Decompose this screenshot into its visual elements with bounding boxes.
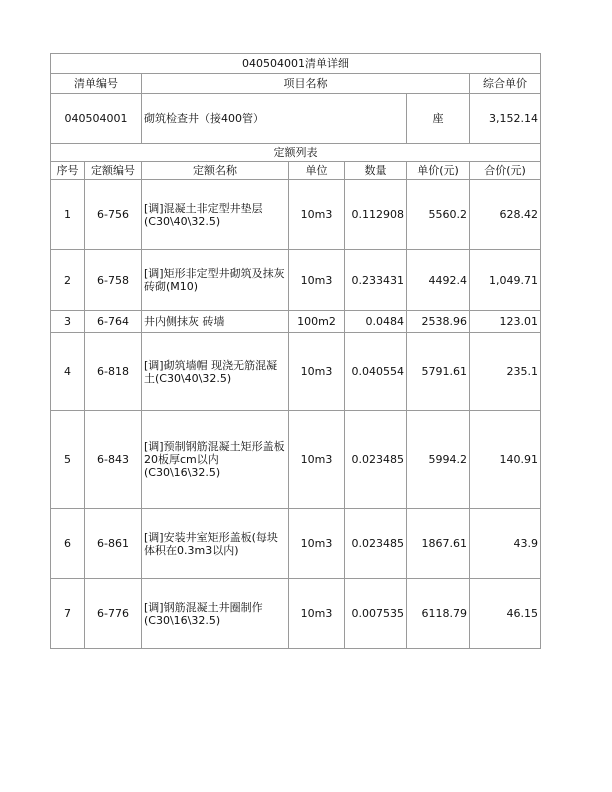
- quota-header-unit: 单位: [289, 162, 345, 180]
- detail-title: 040504001清单详细: [51, 54, 541, 74]
- quota-unit: 10m3: [289, 250, 345, 311]
- bill-detail-table: [50, 53, 541, 649]
- quota-unit-price: 5994.2: [407, 411, 470, 509]
- quota-code: 6-764: [85, 311, 142, 333]
- quota-seq: 1: [51, 180, 85, 250]
- quota-unit-price: 1867.61: [407, 509, 470, 579]
- quota-seq: 5: [51, 411, 85, 509]
- quota-list-title: 定额列表: [51, 144, 541, 162]
- quota-total: 123.01: [470, 311, 541, 333]
- quota-unit: 10m3: [289, 579, 345, 649]
- quota-unit: 10m3: [289, 509, 345, 579]
- quota-row: [51, 579, 541, 649]
- quota-qty: 0.007535: [345, 579, 407, 649]
- bill-detail-document: [50, 53, 540, 649]
- quota-total: 140.91: [470, 411, 541, 509]
- quota-header-total: 合价(元): [470, 162, 541, 180]
- quota-code: 6-843: [85, 411, 142, 509]
- quota-unit: 10m3: [289, 333, 345, 411]
- quota-seq: 4: [51, 333, 85, 411]
- quota-qty: 0.0484: [345, 311, 407, 333]
- quota-row: [51, 180, 541, 250]
- quota-code: 6-756: [85, 180, 142, 250]
- quota-qty: 0.112908: [345, 180, 407, 250]
- quota-total: 46.15: [470, 579, 541, 649]
- quota-unit-price: 4492.4: [407, 250, 470, 311]
- summary-unit: 座: [407, 94, 470, 144]
- quota-unit: 10m3: [289, 180, 345, 250]
- quota-unit-price: 6118.79: [407, 579, 470, 649]
- quota-row: [51, 311, 541, 333]
- quota-name: [调]钢筋混凝土井圈制作(C30\16\32.5): [142, 579, 289, 649]
- quota-name: [调]安装井室矩形盖板(每块体积在0.3m3以内): [142, 509, 289, 579]
- quota-seq: 7: [51, 579, 85, 649]
- quota-row: [51, 411, 541, 509]
- quota-unit-price: 2538.96: [407, 311, 470, 333]
- quota-header-name: 定额名称: [142, 162, 289, 180]
- summary-header-name: 项目名称: [142, 74, 470, 94]
- quota-qty: 0.040554: [345, 333, 407, 411]
- quota-row: [51, 333, 541, 411]
- quota-qty: 0.023485: [345, 509, 407, 579]
- quota-unit-price: 5791.61: [407, 333, 470, 411]
- summary-header-price: 综合单价: [470, 74, 541, 94]
- quota-total: 43.9: [470, 509, 541, 579]
- quota-name: 井内侧抹灰 砖墙: [142, 311, 289, 333]
- quota-unit: 100m2: [289, 311, 345, 333]
- quota-seq: 3: [51, 311, 85, 333]
- quota-qty: 0.023485: [345, 411, 407, 509]
- quota-qty: 0.233431: [345, 250, 407, 311]
- quota-code: 6-861: [85, 509, 142, 579]
- quota-row: [51, 509, 541, 579]
- summary-code: 040504001: [51, 94, 142, 144]
- quota-code: 6-818: [85, 333, 142, 411]
- quota-header-seq: 序号: [51, 162, 85, 180]
- quota-total: 1,049.71: [470, 250, 541, 311]
- summary-name: 砌筑检查井（接400管）: [142, 94, 407, 144]
- summary-header-code: 清单编号: [51, 74, 142, 94]
- quota-unit: 10m3: [289, 411, 345, 509]
- quota-seq: 6: [51, 509, 85, 579]
- quota-header-unit-price: 单价(元): [407, 162, 470, 180]
- quota-name: [调]预制钢筋混凝土矩形盖板20板厚cm以内(C30\16\32.5): [142, 411, 289, 509]
- quota-name: [调]砌筑墙帽 现浇无筋混凝土(C30\40\32.5): [142, 333, 289, 411]
- quota-seq: 2: [51, 250, 85, 311]
- quota-row: [51, 250, 541, 311]
- quota-name: [调]矩形非定型井砌筑及抹灰 砖砌(M10): [142, 250, 289, 311]
- quota-total: 235.1: [470, 333, 541, 411]
- summary-price: 3,152.14: [470, 94, 541, 144]
- quota-code: 6-776: [85, 579, 142, 649]
- quota-header-code: 定额编号: [85, 162, 142, 180]
- quota-unit-price: 5560.2: [407, 180, 470, 250]
- quota-total: 628.42: [470, 180, 541, 250]
- quota-code: 6-758: [85, 250, 142, 311]
- quota-name: [调]混凝土非定型井垫层(C30\40\32.5): [142, 180, 289, 250]
- quota-header-qty: 数量: [345, 162, 407, 180]
